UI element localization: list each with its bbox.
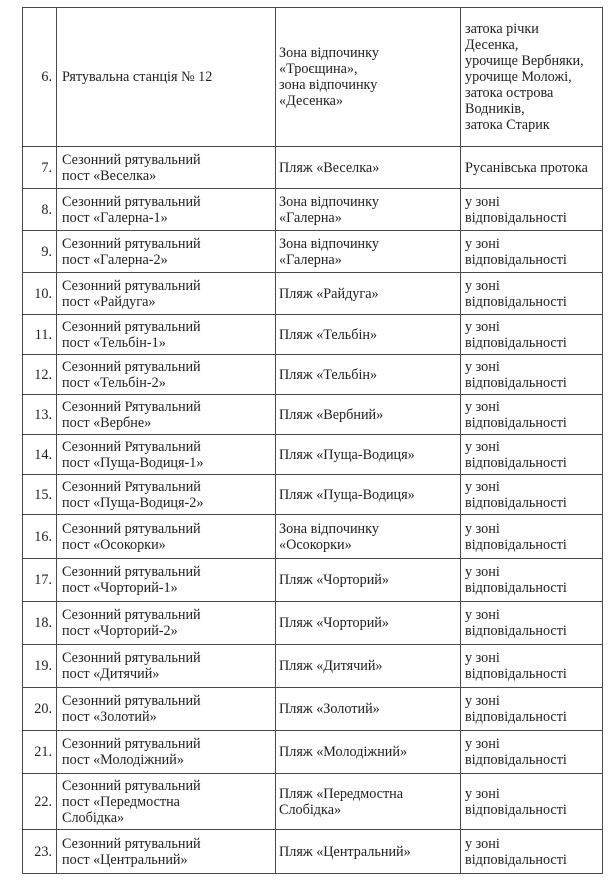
station-name: Сезонний рятувальний пост «Молодіжний» <box>57 731 276 774</box>
row-number: 9. <box>23 231 57 273</box>
table-row <box>23 515 603 559</box>
table-row <box>23 559 603 602</box>
responsibility-zone: у зоні відповідальності <box>461 315 603 355</box>
table-row <box>23 830 603 874</box>
row-number: 13. <box>23 395 57 435</box>
station-location: Пляж «Райдуга» <box>276 273 461 315</box>
station-location: Пляж «Центральний» <box>276 830 461 874</box>
station-location: Пляж «Веселка» <box>276 147 461 189</box>
responsibility-zone: у зоні відповідальності <box>461 515 603 559</box>
table-row <box>23 435 603 475</box>
station-name: Сезонний Рятувальний пост «Вербне» <box>57 395 276 435</box>
station-name: Рятувальна станція № 12 <box>57 8 276 147</box>
table-row <box>23 231 603 273</box>
responsibility-zone: у зоні відповідальності <box>461 435 603 475</box>
station-location: Пляж «Молодіжний» <box>276 731 461 774</box>
station-location: Зона відпочинку «Галерна» <box>276 231 461 273</box>
row-number: 23. <box>23 830 57 874</box>
table-row <box>23 147 603 189</box>
station-name: Сезонний рятувальний пост «Чорторий-1» <box>57 559 276 602</box>
table-body <box>23 8 603 874</box>
table-row <box>23 602 603 645</box>
table-row <box>23 395 603 435</box>
station-location: Пляж «Тельбін» <box>276 355 461 395</box>
table-row <box>23 273 603 315</box>
row-number: 20. <box>23 688 57 731</box>
table-row <box>23 8 603 147</box>
responsibility-zone: у зоні відповідальності <box>461 830 603 874</box>
row-number: 8. <box>23 189 57 231</box>
table-row <box>23 189 603 231</box>
station-location: Пляж «Вербний» <box>276 395 461 435</box>
table-row <box>23 731 603 774</box>
table-row <box>23 315 603 355</box>
row-number: 15. <box>23 475 57 515</box>
station-location: Пляж «Чорторий» <box>276 602 461 645</box>
row-number: 10. <box>23 273 57 315</box>
row-number: 16. <box>23 515 57 559</box>
table-row <box>23 688 603 731</box>
station-name: Сезонний Рятувальний пост «Пуща-Водиця-2» <box>57 475 276 515</box>
station-location: Пляж «Тельбін» <box>276 315 461 355</box>
station-name: Сезонний рятувальний пост «Передмостна Слобідка» <box>57 774 276 830</box>
responsibility-zone: у зоні відповідальності <box>461 688 603 731</box>
station-name: Сезонний рятувальний пост «Центральний» <box>57 830 276 874</box>
responsibility-zone: у зоні відповідальності <box>461 355 603 395</box>
responsibility-zone: у зоні відповідальності <box>461 645 603 688</box>
station-name: Сезонний рятувальний пост «Дитячий» <box>57 645 276 688</box>
station-location: Зона відпочинку «Троєщина», зона відпочинку «Десенка» <box>276 8 461 147</box>
station-name: Сезонний рятувальний пост «Галерна-2» <box>57 231 276 273</box>
table-row <box>23 645 603 688</box>
responsibility-zone: у зоні відповідальності <box>461 189 603 231</box>
responsibility-zone: затока річки Десенка, урочище Вербняки, урочище Моложі, затока острова Водників, затока Старик <box>461 8 603 147</box>
station-location: Зона відпочинку «Осокорки» <box>276 515 461 559</box>
responsibility-zone: у зоні відповідальності <box>461 475 603 515</box>
station-name: Сезонний рятувальний пост «Тельбін-2» <box>57 355 276 395</box>
table-row <box>23 774 603 830</box>
responsibility-zone: Русанівська протока <box>461 147 603 189</box>
responsibility-zone: у зоні відповідальності <box>461 395 603 435</box>
station-name: Сезонний рятувальний пост «Галерна-1» <box>57 189 276 231</box>
row-number: 11. <box>23 315 57 355</box>
row-number: 6. <box>23 8 57 147</box>
row-number: 21. <box>23 731 57 774</box>
row-number: 22. <box>23 774 57 830</box>
station-name: Сезонний Рятувальний пост «Пуща-Водиця-1» <box>57 435 276 475</box>
station-location: Зона відпочинку «Галерна» <box>276 189 461 231</box>
table-row <box>23 355 603 395</box>
responsibility-zone: у зоні відповідальності <box>461 273 603 315</box>
row-number: 19. <box>23 645 57 688</box>
station-name: Сезонний рятувальний пост «Веселка» <box>57 147 276 189</box>
responsibility-zone: у зоні відповідальності <box>461 731 603 774</box>
row-number: 14. <box>23 435 57 475</box>
station-location: Пляж «Пуща-Водиця» <box>276 435 461 475</box>
row-number: 12. <box>23 355 57 395</box>
station-location: Пляж «Пуща-Водиця» <box>276 475 461 515</box>
station-name: Сезонний рятувальний пост «Тельбін-1» <box>57 315 276 355</box>
row-number: 17. <box>23 559 57 602</box>
station-location: Пляж «Золотий» <box>276 688 461 731</box>
station-name: Сезонний рятувальний пост «Золотий» <box>57 688 276 731</box>
responsibility-zone: у зоні відповідальності <box>461 559 603 602</box>
station-location: Пляж «Передмостна Слобідка» <box>276 774 461 830</box>
row-number: 7. <box>23 147 57 189</box>
station-location: Пляж «Дитячий» <box>276 645 461 688</box>
station-name: Сезонний рятувальний пост «Осокорки» <box>57 515 276 559</box>
station-location: Пляж «Чорторий» <box>276 559 461 602</box>
row-number: 18. <box>23 602 57 645</box>
station-name: Сезонний рятувальний пост «Райдуга» <box>57 273 276 315</box>
table-row <box>23 475 603 515</box>
rescue-stations-table <box>22 7 603 874</box>
station-name: Сезонний рятувальний пост «Чорторий-2» <box>57 602 276 645</box>
responsibility-zone: у зоні відповідальності <box>461 602 603 645</box>
responsibility-zone: у зоні відповідальності <box>461 774 603 830</box>
responsibility-zone: у зоні відповідальності <box>461 231 603 273</box>
